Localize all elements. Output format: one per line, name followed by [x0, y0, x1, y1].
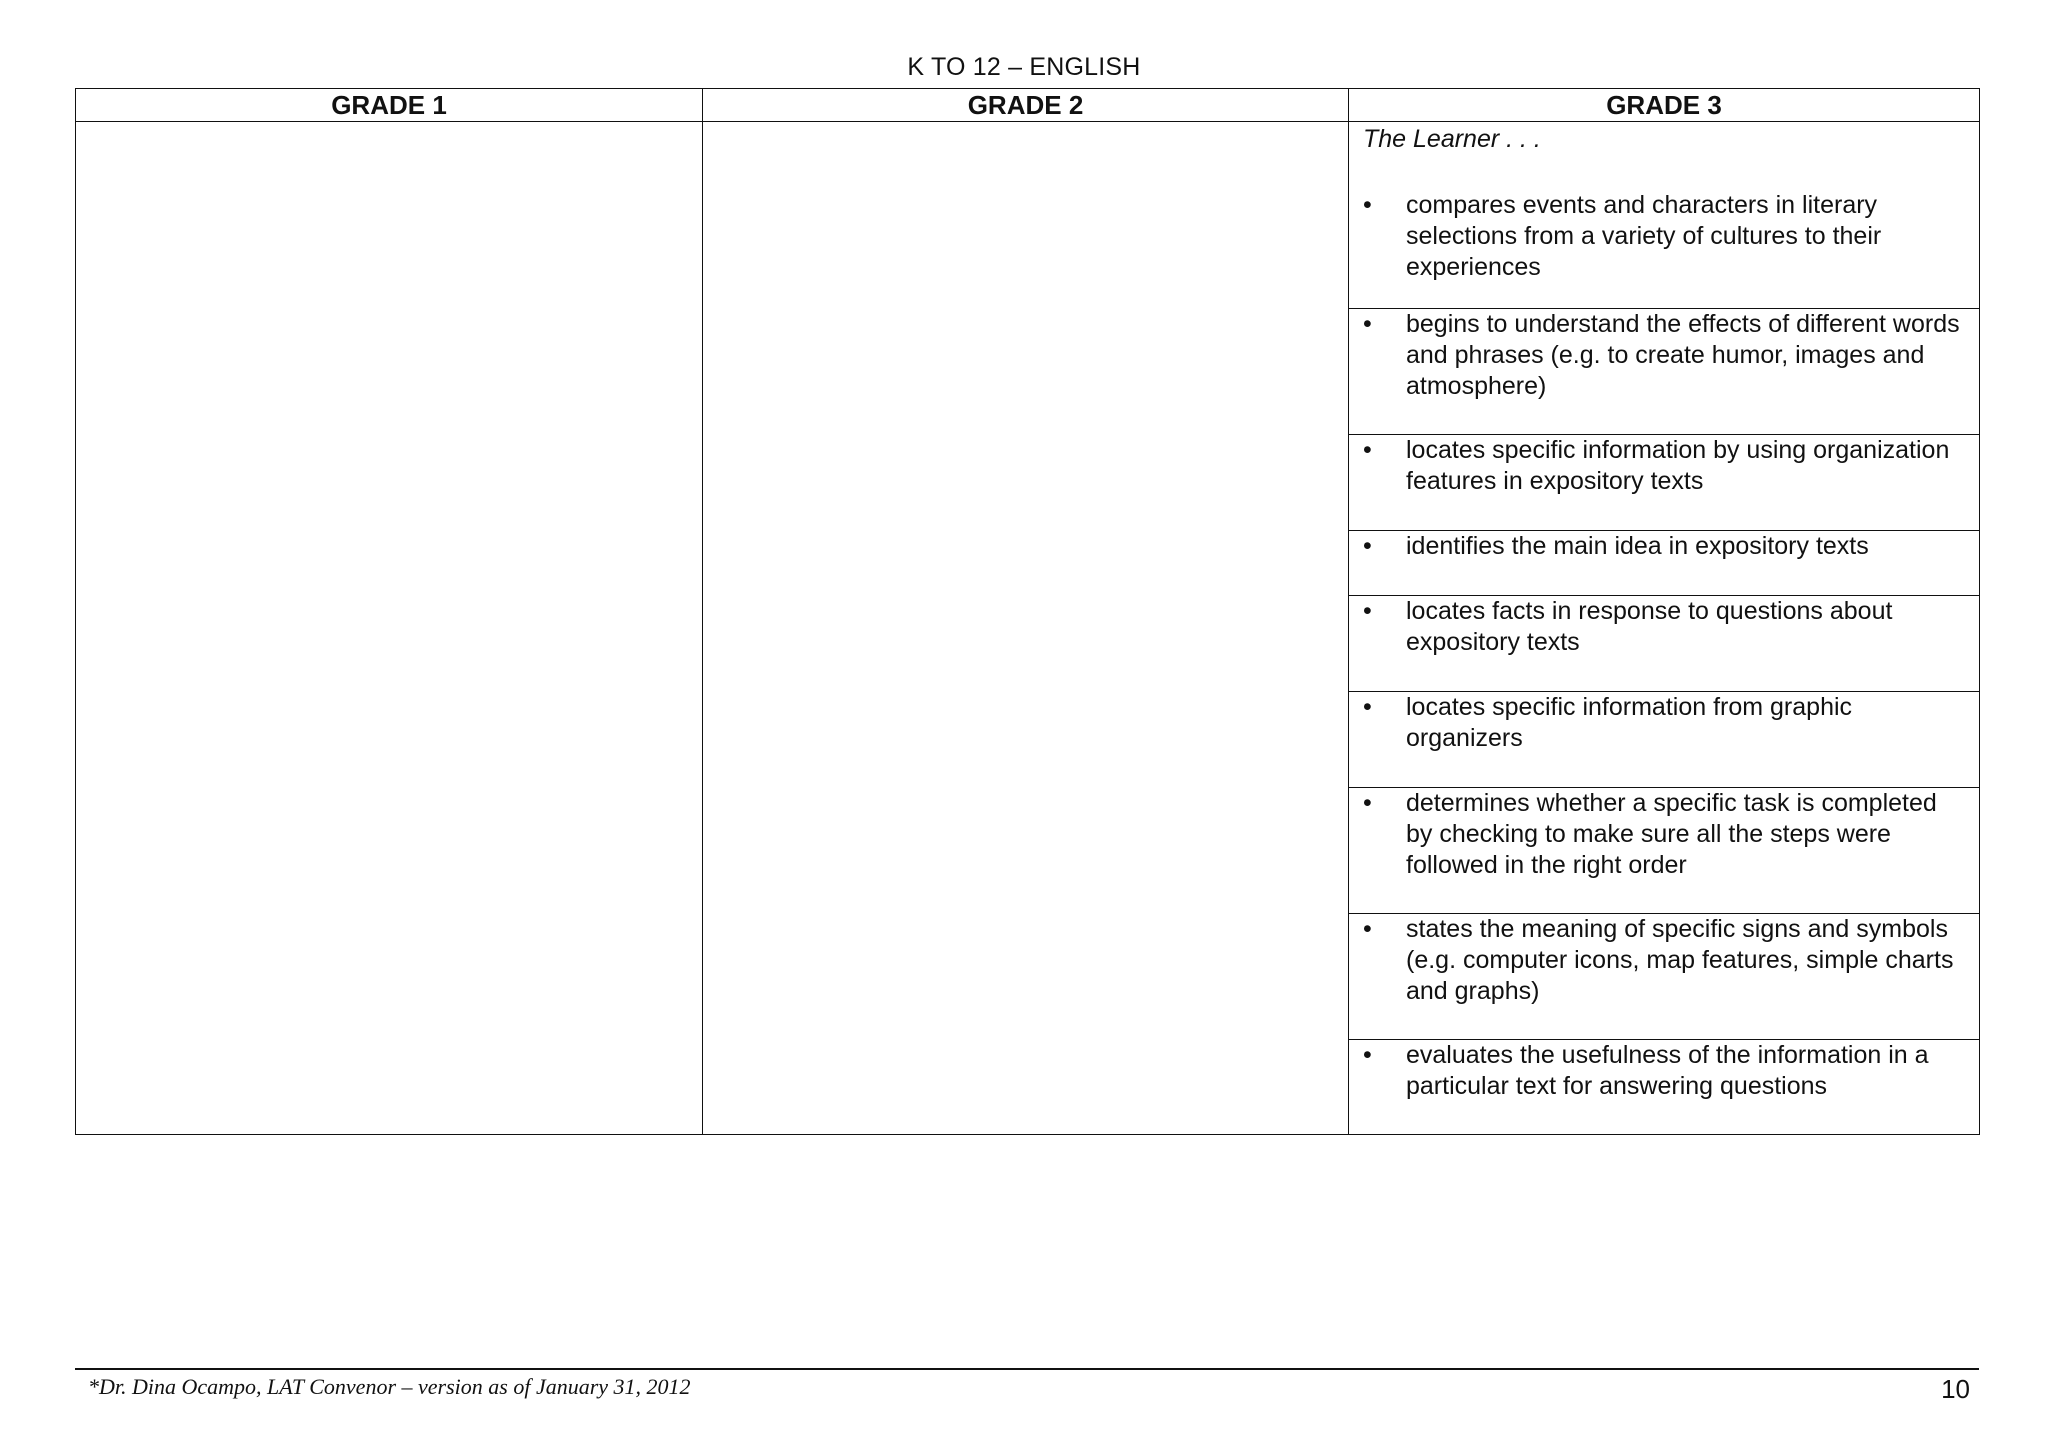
header-grade-3: GRADE 3: [1349, 89, 1980, 122]
bullet-icon: •: [1363, 436, 1372, 464]
list-item: [1363, 531, 1965, 562]
header-grade-2: GRADE 2: [703, 89, 1349, 122]
grade-3-cell: [1349, 531, 1980, 596]
list-item-text: determines whether a specific task is completed by checking to make sure all the steps were followed in the right order: [1406, 789, 1937, 879]
page-number: 10: [1941, 1374, 1970, 1404]
list-item-text: states the meaning of specific signs and symbols (e.g. computer icons, map features, simple charts and graphs): [1406, 915, 1954, 1005]
bullet-icon: •: [1363, 597, 1372, 625]
grade-3-cell: [1349, 596, 1980, 692]
grade-3-cell: [1349, 914, 1980, 1040]
table-header-row: [76, 89, 1980, 122]
list-item: [1363, 190, 1965, 283]
grade-2-cell: [703, 122, 1349, 1135]
learner-intro: The Learner . . .: [1363, 125, 1541, 153]
grade-3-cell: [1349, 309, 1980, 435]
header-grade-1: GRADE 1: [76, 89, 703, 122]
footer-divider: [75, 1368, 1979, 1370]
table-row: [76, 122, 1980, 309]
grade-1-cell: [76, 122, 703, 1135]
list-item: [1363, 692, 1965, 754]
bullet-icon: •: [1363, 1041, 1372, 1069]
list-item: [1363, 596, 1965, 658]
list-item-text: locates specific information by using organization features in expository texts: [1406, 436, 1950, 495]
list-item: [1363, 435, 1965, 497]
grade-3-cell: [1349, 1040, 1980, 1135]
bullet-icon: •: [1363, 789, 1372, 817]
list-item-text: compares events and characters in literary selections from a variety of cultures to their experiences: [1406, 191, 1882, 281]
grade-3-cell: [1349, 122, 1980, 309]
document-title: K TO 12 – ENGLISH: [907, 53, 1141, 81]
list-item-text: begins to understand the effects of different words and phrases (e.g. to create humor, images and atmosphere): [1406, 310, 1960, 400]
grade-3-cell: [1349, 435, 1980, 531]
grade-3-cell: [1349, 788, 1980, 914]
grade-competency-table: [75, 88, 1980, 1135]
bullet-icon: •: [1363, 191, 1372, 219]
list-item-text: locates facts in response to questions about expository texts: [1406, 597, 1893, 656]
list-item: [1363, 788, 1965, 881]
bullet-icon: •: [1363, 532, 1372, 560]
list-item: [1363, 1040, 1965, 1102]
bullet-icon: •: [1363, 915, 1372, 943]
bullet-icon: •: [1363, 310, 1372, 338]
bullet-icon: •: [1363, 693, 1372, 721]
list-item-text: evaluates the usefulness of the information in a particular text for answering questions: [1406, 1041, 1929, 1100]
footer-note: *Dr. Dina Ocampo, LAT Convenor – version as of January 31, 2012: [88, 1374, 691, 1399]
list-item: [1363, 914, 1965, 1007]
grade-3-cell: [1349, 692, 1980, 788]
list-item-text: identifies the main idea in expository texts: [1406, 532, 1869, 560]
list-item-text: locates specific information from graphic organizers: [1406, 693, 1853, 752]
list-item: [1363, 309, 1965, 402]
